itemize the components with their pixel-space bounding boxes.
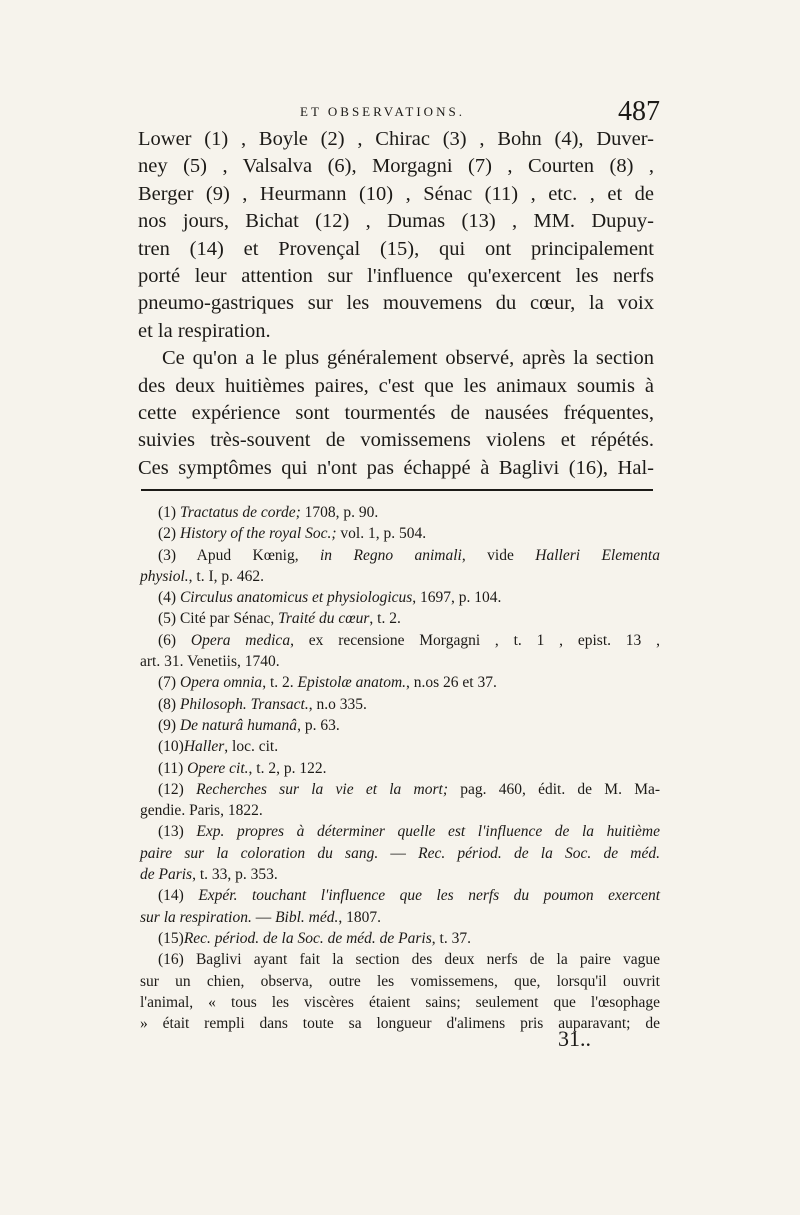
body-line: suivies très-souvent de vomissemens violens et répétés. (138, 429, 654, 452)
footnote-text: , n.o 335. (308, 695, 367, 713)
body-line: des deux huitièmes paires, c'est que les animaux soumis à (138, 374, 654, 397)
footnote-text: , t. 2. (262, 674, 298, 692)
footnote-number: (8) (158, 695, 177, 713)
footnote-text: , vide (461, 546, 536, 564)
footnote-number: (14) (158, 887, 184, 905)
signature-mark: 31.. (558, 1026, 591, 1051)
body-line: nos jours, Bichat (12) , Dumas (13) , MM. Dupuy- (138, 210, 654, 233)
page-number: 487 (618, 96, 660, 127)
footnote-text: pag. 460, édit. de M. Ma- (447, 780, 661, 798)
footnote-title: Opera medica (190, 631, 291, 649)
footnote-text: , p. 63. (297, 716, 340, 734)
body-line: cette expérience sont tourmentés de nausées fréquentes, (138, 401, 654, 424)
footnote-6-cont: art. 31. Venetiis, 1740. (140, 653, 280, 671)
running-title: ET OBSERVATIONS. (300, 104, 465, 119)
footnote-16-cont: l'animal, « tous les viscères étaient sains; seulement que l'œsophage (140, 993, 660, 1011)
running-head (140, 98, 660, 128)
footnote-title: Expér. touchant l'influence que les nerfs du poumon exercent (198, 887, 661, 905)
footnote-number: (15) (158, 929, 184, 947)
footnotes (140, 502, 660, 1034)
footnote-number: (11) (158, 759, 184, 777)
footnote-text: , t. 2. (369, 610, 401, 628)
body-line: et la respiration. (138, 319, 271, 342)
footnote-number: (5) (158, 610, 177, 628)
footnote-16-cont: sur un chien, observa, outre les vomissemens, que, lorsqu'il ouvrit (140, 972, 660, 990)
footnote-14-cont (140, 907, 660, 928)
footnote-number: (7) (158, 674, 177, 692)
footnote-text: , n.os 26 et 37. (406, 674, 497, 692)
footnote-title: Traité du cœur (278, 610, 370, 628)
footnote-title: Halleri Elementa (535, 546, 660, 564)
footnote-title: Exp. propres à déterminer quelle est l'influence de la huitième (196, 823, 660, 841)
body-line: Lower (1) , Boyle (2) , Chirac (3) , Bohn (4), Duver- (138, 128, 654, 150)
footnote-13 (140, 821, 660, 842)
footnote-12 (140, 779, 660, 800)
footnote-rule (141, 489, 653, 491)
footnote-16 (140, 949, 660, 970)
body-text (138, 126, 654, 482)
footnote-1 (140, 502, 660, 523)
footnote-3-cont (140, 566, 660, 587)
footnote-title: Circulus anatomicus et physiologicus (179, 589, 413, 607)
footnote-title: in Regno animali (320, 546, 462, 564)
body-line: Berger (9) , Heurmann (10) , Sénac (11) , etc. , et de (138, 182, 654, 205)
footnote-text: , t. I, p. 462. (188, 567, 264, 585)
footnote-number: (1) (158, 504, 177, 521)
footnote-number: (12) (158, 780, 184, 798)
footnote-title: Epistolæ anatom. (297, 674, 407, 692)
footnote-title: Tractatus de corde; (179, 504, 301, 521)
footnote-9 (140, 715, 660, 736)
footnote-text: — (378, 844, 419, 862)
footnote-text: , t. 37. (431, 929, 471, 947)
footnote-title: Opera omnia (179, 674, 263, 692)
footnote-title: Opere cit. (187, 759, 249, 777)
footnote-text: — (251, 908, 276, 926)
footnote-title: Philosoph. Transact. (179, 695, 309, 713)
footnote-text: , 1697, p. 104. (412, 589, 502, 607)
footnote-5 (140, 608, 660, 629)
footnote-16-cont: » était rempli dans toute sa longueur d'alimens pris auparavant; de (140, 1015, 660, 1033)
footnote-text: Apud Kœnig, (176, 546, 320, 564)
footnote-15 (140, 928, 660, 949)
footnote-title: De naturâ humanâ (179, 716, 298, 734)
footnote-text: , 1807. (338, 908, 381, 926)
body-line: pneumo-gastriques sur les mouvemens du cœur, la voix (138, 292, 654, 315)
footnote-3 (140, 545, 660, 566)
footnote-title: Bibl. méd. (275, 908, 339, 926)
footnote-number: (3) (158, 546, 177, 564)
footnote-13-cont (140, 843, 660, 864)
footnote-number: (13) (158, 823, 184, 841)
footnote-11 (140, 758, 660, 779)
footnote-4 (140, 587, 660, 608)
body-line: Ce qu'on a le plus généralement observé, après la section (162, 347, 654, 370)
footnote-title: Rec. périod. de la Soc. de méd. (418, 844, 660, 862)
footnote-8 (140, 694, 660, 715)
footnote-title: History of the royal Soc.; (179, 525, 337, 543)
body-line: porté leur attention sur l'influence qu'exercent les nerfs (138, 264, 654, 287)
footnote-10 (140, 736, 660, 757)
footnote-6 (140, 630, 660, 651)
footnote-title: physiol. (140, 567, 189, 585)
footnote-title: Recherches sur la vie et la mort; (196, 780, 448, 798)
footnote-text: , t. 33, p. 353. (192, 866, 278, 884)
footnote-12-cont: gendie. Paris, 1822. (140, 802, 263, 820)
footnote-2 (140, 523, 660, 544)
footnote-13-cont (140, 864, 660, 885)
footnote-number: (10) (158, 738, 184, 756)
footnote-number: (2) (158, 525, 177, 543)
footnote-title: sur la respiration. (140, 908, 252, 926)
footnote-14 (140, 885, 660, 906)
footnote-text: Baglivi ayant fait la section des deux nerfs de la paire vague (183, 951, 660, 969)
footnote-text: Cité par Sénac, (176, 610, 279, 628)
footnote-text: vol. 1, p. 504. (336, 525, 427, 543)
footnote-title: paire sur la coloration du sang. (140, 844, 379, 862)
footnote-number: (6) (158, 631, 177, 649)
footnote-title: de Paris (140, 866, 193, 884)
body-line: Ces symptômes qui n'ont pas échappé à Baglivi (16), Hal- (138, 456, 654, 479)
body-line: tren (14) et Provençal (15), qui ont principalement (138, 237, 654, 260)
footnote-text: , loc. cit. (224, 738, 279, 756)
footnote-text: , t. 2, p. 122. (248, 759, 327, 777)
footnote-text: 1708, p. 90. (300, 504, 379, 521)
footnote-number: (4) (158, 589, 177, 607)
footnote-7 (140, 672, 660, 693)
footnote-title: Rec. périod. de la Soc. de méd. de Paris (183, 929, 432, 947)
footnote-number: (16) (158, 951, 184, 969)
body-line: ney (5) , Valsalva (6), Morgagni (7) , Courten (8) , (138, 155, 654, 178)
footnote-title: Haller (183, 738, 225, 756)
footnote-number: (9) (158, 716, 177, 734)
footnote-text: , ex recensione Morgagni , t. 1 , epist. 13 , (290, 631, 660, 649)
